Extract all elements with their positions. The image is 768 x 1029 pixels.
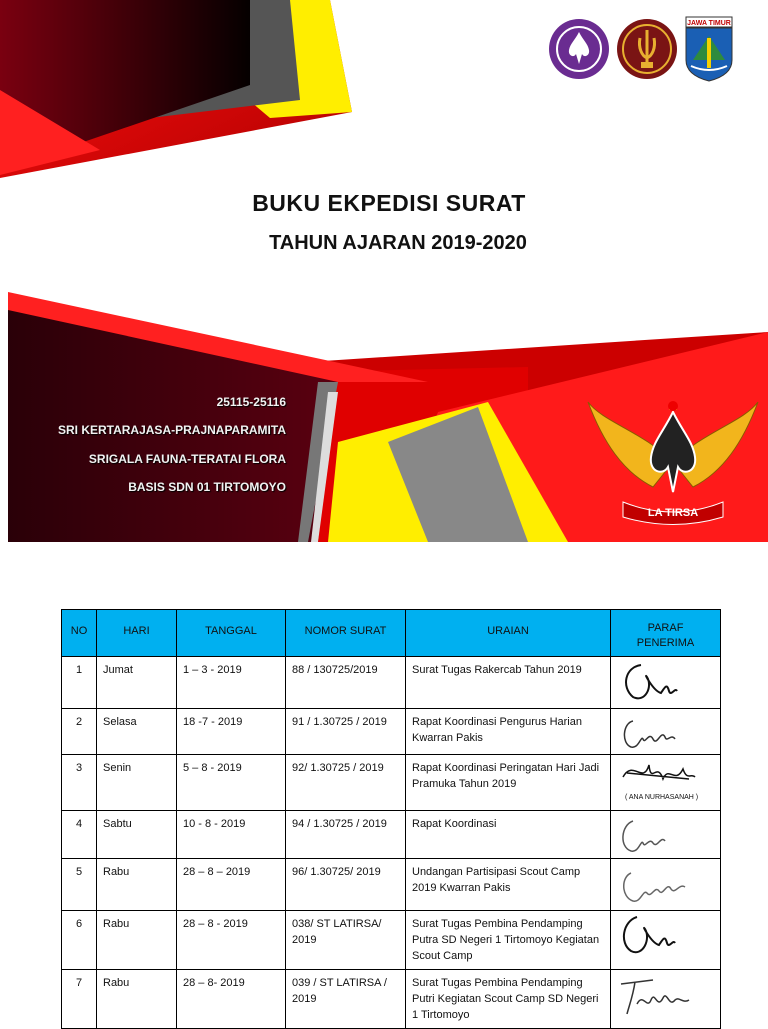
scout-emblem-with-wings [583, 392, 763, 532]
cell-nomor: 88 / 130725/2019 [286, 657, 406, 709]
table-row [62, 811, 721, 859]
decorative-corner-graphic [0, 0, 360, 180]
document-subtitle: TAHUN AJARAN 2019-2020 [269, 232, 527, 254]
cell-paraf [611, 859, 721, 911]
cell-no: 5 [62, 859, 97, 911]
cell-no: 7 [62, 970, 97, 1029]
header-nomor-surat: NOMOR SURAT [286, 610, 406, 657]
banner [8, 292, 768, 542]
jawa-timur-logo [685, 16, 733, 87]
cell-hari: Rabu [97, 970, 177, 1029]
expedition-table [61, 609, 721, 1029]
cell-nomor: 92/ 1.30725 / 2019 [286, 755, 406, 811]
signature-image [613, 859, 693, 909]
header-tanggal: TANGGAL [177, 610, 286, 657]
cell-paraf [611, 709, 721, 755]
banner-line-3: SRIGALA FAUNA-TERATAI FLORA [88, 452, 286, 466]
table-row [62, 859, 721, 911]
signature-image [613, 811, 683, 859]
cell-no: 6 [62, 911, 97, 970]
cell-hari: Selasa [97, 709, 177, 755]
cell-uraian: Surat Tugas Pembina Pendamping Putra SD Negeri 1 Tirtomoyo Kegiatan Scout Camp [406, 911, 611, 970]
cell-uraian: Surat Tugas Pembina Pendamping Putri Kegiatan Scout Camp SD Negeri 1 Tirtomoyo [406, 970, 611, 1029]
signature-image [613, 970, 703, 1020]
cell-uraian: Rapat Koordinasi Peringatan Hari Jadi Pramuka Tahun 2019 [406, 755, 611, 811]
cell-hari: Sabtu [97, 811, 177, 859]
pramuka-logo [616, 18, 678, 80]
signature-image [613, 709, 693, 755]
banner-line-2: SRI KERTARAJASA-PRAJNAPARAMITA [57, 423, 286, 437]
header-paraf-penerima: PARAF PENERIMA [611, 610, 721, 657]
cell-uraian: Rapat Koordinasi [406, 811, 611, 859]
cell-nomor: 96/ 1.30725/ 2019 [286, 859, 406, 911]
header-uraian: URAIAN [406, 610, 611, 657]
cell-no: 2 [62, 709, 97, 755]
cell-hari: Jumat [97, 657, 177, 709]
cell-nomor: 94 / 1.30725 / 2019 [286, 811, 406, 859]
cell-paraf [611, 657, 721, 709]
cell-hari: Rabu [97, 859, 177, 911]
banner-line-4: BASIS SDN 01 TIRTOMOYO [128, 480, 286, 494]
table-header-row [62, 610, 721, 657]
cell-nomor: 038/ ST LATIRSA/ 2019 [286, 911, 406, 970]
cell-nomor: 039 / ST LATIRSA / 2019 [286, 970, 406, 1029]
document-title: BUKU EKPEDISI SURAT [252, 190, 526, 216]
signature-image [613, 657, 693, 707]
cell-no: 4 [62, 811, 97, 859]
cell-tanggal: 18 -7 - 2019 [177, 709, 286, 755]
logo-group [548, 16, 768, 86]
cell-paraf [611, 811, 721, 859]
cell-tanggal: 5 – 8 - 2019 [177, 755, 286, 811]
banner-line-1: 25115-25116 [216, 395, 286, 409]
cell-paraf [611, 755, 721, 811]
cell-nomor: 91 / 1.30725 / 2019 [286, 709, 406, 755]
signature-name-label: ( ANA NURHASANAH ) [625, 794, 699, 801]
cell-tanggal: 10 - 8 - 2019 [177, 811, 286, 859]
cell-tanggal: 28 – 8- 2019 [177, 970, 286, 1029]
jawa-timur-label: JAWA TIMUR [687, 20, 731, 27]
cell-paraf [611, 970, 721, 1029]
cell-tanggal: 1 – 3 - 2019 [177, 657, 286, 709]
table-row [62, 709, 721, 755]
cell-uraian: Rapat Koordinasi Pengurus Harian Kwarran Pakis [406, 709, 611, 755]
cell-hari: Senin [97, 755, 177, 811]
header-no: NO [62, 610, 97, 657]
header-hari: HARI [97, 610, 177, 657]
table-row [62, 755, 721, 811]
cell-no: 3 [62, 755, 97, 811]
cell-uraian: Surat Tugas Rakercab Tahun 2019 [406, 657, 611, 709]
cell-tanggal: 28 – 8 - 2019 [177, 911, 286, 970]
table-row [62, 970, 721, 1029]
expedition-table-container [61, 609, 720, 1029]
cell-tanggal: 28 – 8 – 2019 [177, 859, 286, 911]
signature-image [613, 911, 683, 961]
cell-no: 1 [62, 657, 97, 709]
emblem-ribbon-text: LA TIRSA [647, 507, 699, 519]
cell-hari: Rabu [97, 911, 177, 970]
cell-uraian: Undangan Partisipasi Scout Camp 2019 Kwarran Pakis [406, 859, 611, 911]
world-scout-logo [548, 18, 610, 80]
table-row [62, 657, 721, 709]
signature-image [613, 755, 703, 795]
table-row [62, 911, 721, 970]
cell-paraf [611, 911, 721, 970]
